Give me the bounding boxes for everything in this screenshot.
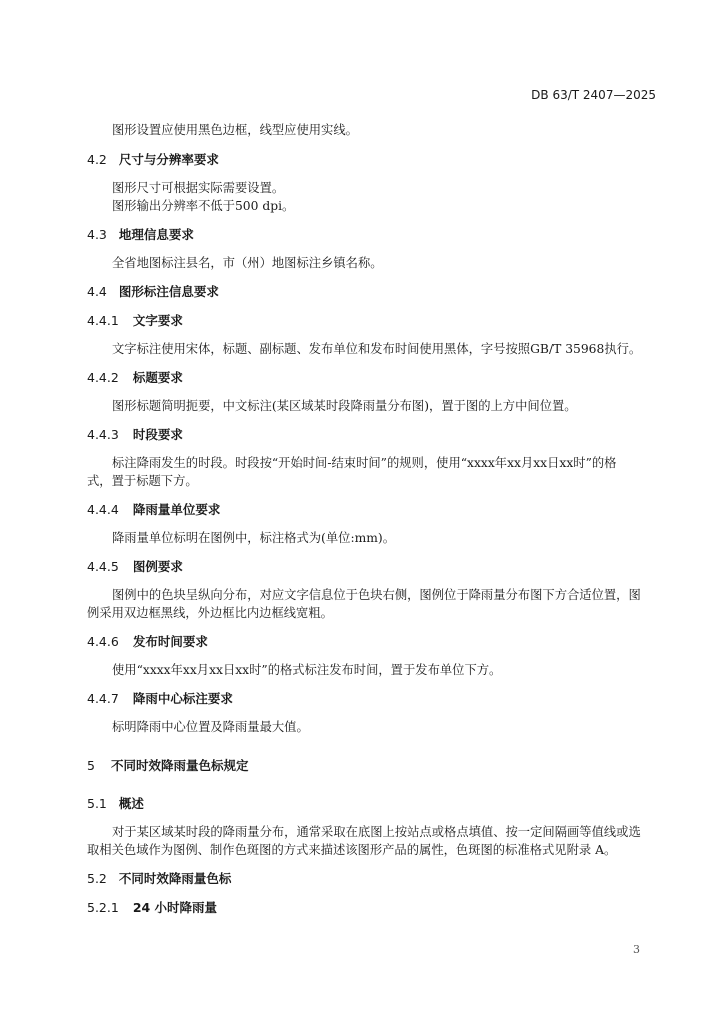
section-title: 概述 [118, 796, 144, 811]
section-title: 24 小时降雨量 [132, 900, 218, 915]
section-title: 图例要求 [132, 559, 183, 574]
section-heading-5-1 [87, 794, 144, 812]
section-title: 发布时间要求 [132, 634, 208, 649]
paragraph: 图形标题简明扼要，中文标注(某区域某时段降雨量分布图)，置于图的上方中间位置。 [112, 399, 577, 413]
section-number: 4.2 [87, 152, 107, 167]
section-title: 不同时效降雨量色标 [118, 871, 232, 886]
section-heading-4-4-7 [87, 689, 233, 707]
paragraph: 标注降雨发生的时段。时段按“开始时间-结束时间”的规则，使用“xxxx年xx月xx日xx时”的格 [112, 456, 617, 470]
paragraph: 图例中的色块呈纵向分布，对应文字信息位于色块右侧，图例位于降雨量分布图下方合适位置，图 [112, 588, 641, 602]
section-title: 图形标注信息要求 [118, 284, 219, 299]
section-heading-4-3 [87, 225, 194, 243]
paragraph-continuation: 取相关色域作为图例、制作色斑图的方式来描述该图形产品的属性，色斑图的标准格式见附录 A。 [87, 843, 617, 857]
section-number: 4.4.1 [87, 313, 119, 328]
paragraph: 文字标注使用宋体，标题、副标题、发布单位和发布时间使用黑体，字号按照GB/T 35968执行。 [112, 342, 642, 356]
paragraph-continuation: 例采用双边框黑线，外边框比内边框线宽粗。 [87, 606, 333, 620]
section-heading-5-2-1 [87, 898, 217, 916]
section-number: 4.4.3 [87, 427, 119, 442]
paragraph: 降雨量单位标明在图例中，标注格式为(单位:mm)。 [112, 531, 395, 545]
paragraph: 使用“xxxx年xx月xx日xx时”的格式标注发布时间，置于发布单位下方。 [112, 663, 502, 677]
section-number: 5.1 [87, 796, 107, 811]
section-heading-4-4-5 [87, 557, 183, 575]
paragraph: 全省地图标注县名，市（州）地图标注乡镇名称。 [112, 256, 383, 270]
section-number: 5 [87, 758, 95, 773]
section-title: 尺寸与分辨率要求 [118, 152, 219, 167]
section-heading-5 [87, 756, 248, 774]
paragraph-continuation: 式，置于标题下方。 [87, 474, 198, 488]
section-title: 标题要求 [132, 370, 183, 385]
section-heading-5-2 [87, 869, 231, 887]
paragraph: 对于某区域某时段的降雨量分布，通常采取在底图上按站点或格点填值、按一定间隔画等值线或选 [112, 825, 641, 839]
section-title: 不同时效降雨量色标规定 [110, 758, 249, 773]
section-heading-4-4-2 [87, 368, 183, 386]
section-number: 4.4 [87, 284, 107, 299]
paragraph: 图形尺寸可根据实际需要设置。 [112, 181, 285, 195]
section-heading-4-4-4 [87, 500, 220, 518]
section-number: 4.4.6 [87, 634, 119, 649]
section-number: 4.4.2 [87, 370, 119, 385]
section-number: 5.2.1 [87, 900, 119, 915]
section-number: 4.4.7 [87, 691, 119, 706]
section-heading-4-4-3 [87, 425, 183, 443]
page-number: 3 [633, 943, 640, 956]
section-title: 降雨中心标注要求 [132, 691, 233, 706]
section-number: 5.2 [87, 871, 107, 886]
section-heading-4-4-1 [87, 311, 183, 329]
section-title: 时段要求 [132, 427, 183, 442]
section-number: 4.4.5 [87, 559, 119, 574]
section-number: 4.4.4 [87, 502, 119, 517]
section-heading-4-4 [87, 282, 219, 300]
section-number: 4.3 [87, 227, 107, 242]
paragraph: 标明降雨中心位置及降雨量最大值。 [112, 720, 309, 734]
section-title: 降雨量单位要求 [132, 502, 221, 517]
document-id: DB 63/T 2407—2025 [531, 88, 656, 102]
paragraph: 图形输出分辨率不低于500 dpi。 [112, 199, 295, 213]
section-title: 文字要求 [132, 313, 183, 328]
paragraph: 图形设置应使用黑色边框，线型应使用实线。 [112, 123, 358, 137]
section-heading-4-2 [87, 150, 219, 168]
section-heading-4-4-6 [87, 632, 208, 650]
section-title: 地理信息要求 [118, 227, 194, 242]
